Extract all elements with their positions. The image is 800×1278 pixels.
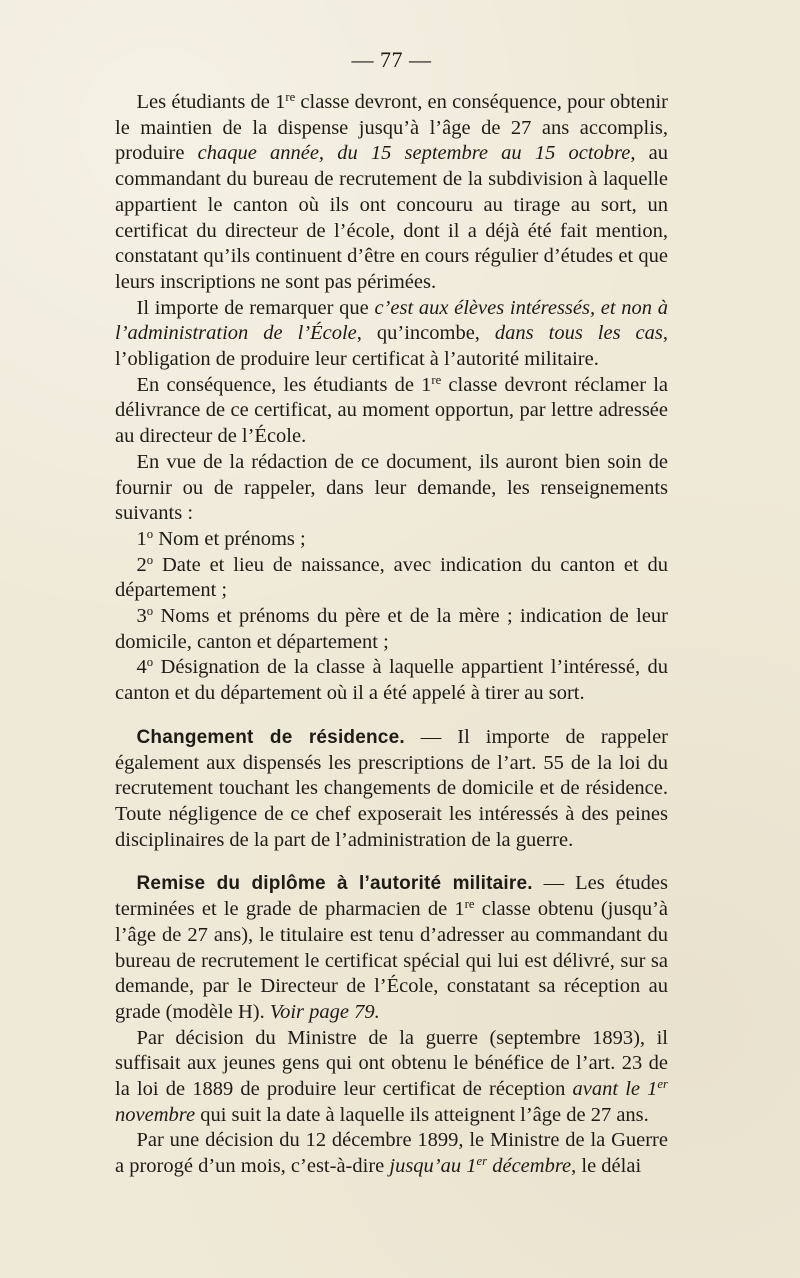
- italic-run: chaque année, du 15 septembre au 15 octobre: [197, 142, 631, 165]
- list-item-4: [115, 655, 668, 706]
- italic-run: c’est aux élèves intéressés, et non à l’administration de l’École: [115, 296, 668, 345]
- italic-run: novembre: [115, 1103, 196, 1126]
- text-run: En conséquence, les étudiants de 1: [136, 373, 432, 396]
- text-run: Par décision du Ministre de la guerre (septembre 1893), il suffisait aux jeunes gens qui ont obtenu le bénéfice de l’art. 23 de la loi de 1889 de produire leur certificat de réception: [115, 1026, 668, 1101]
- list-item-2: [115, 553, 668, 604]
- text-run: 4: [136, 656, 147, 679]
- paragraph-decision-1893: [115, 1026, 668, 1129]
- superscript: o: [146, 604, 154, 619]
- paragraph-decision-1899: [115, 1128, 668, 1179]
- list-item-3: [115, 604, 668, 655]
- text-run: En vue de la rédaction de ce document, ils auront bien soin de fournir ou de rappeler, dans leur demande, les renseignements suivants :: [115, 450, 668, 525]
- paragraph-obligation: [115, 296, 668, 373]
- text-run: 3: [136, 605, 147, 628]
- text-run: qui suit la date à laquelle ils atteignent l’âge de 27 ans.: [195, 1103, 649, 1126]
- text-run: , le délai: [571, 1155, 642, 1178]
- main-text: [115, 90, 668, 1180]
- italic-run: avant le 1: [572, 1078, 658, 1101]
- paragraph-reclamation: [115, 373, 668, 450]
- section-diploma: [115, 871, 668, 1025]
- superscript: re: [464, 897, 475, 912]
- text-run: , qu’incombe,: [356, 322, 495, 345]
- superscript: o: [146, 552, 154, 567]
- text-run: Il importe de remarquer que: [136, 296, 375, 319]
- text-run: classe devront réclamer la délivrance de ce certificat, au moment opportun, par lettre adressée au directeur de l’École.: [115, 373, 668, 448]
- text-run: Date et lieu de naissance, avec indication du canton et du département ;: [115, 553, 668, 602]
- italic-run: décembre: [487, 1155, 572, 1178]
- superscript: re: [431, 372, 442, 387]
- section-heading-change: Changement de résidence.: [136, 726, 405, 748]
- section-body-diploma: [115, 872, 668, 1023]
- text-run: 2: [136, 553, 147, 576]
- section-change-of-residence: [115, 725, 668, 854]
- italic-run: dans tous les cas: [494, 322, 663, 345]
- text-run: classe devront, en conséquence, pour obtenir le maintien de la dispense jusqu’à l’âge de 27 ans accomplis, produire: [115, 91, 668, 165]
- section-body-change: — Il importe de rappeler également aux dispensés les prescriptions de l’art. 55 de la loi du recrutement touchant les changements de domicile et de résidence. Toute négligence de ce chef exposerait les intéressés à des peines disciplinaires de la part de l’administration de la guerre.: [115, 725, 668, 851]
- italic-superscript: er: [657, 1077, 669, 1092]
- text-run: classe obtenu (jusqu’à l’âge de 27 ans), le titulaire est tenu d’adresser au commandant du bureau de recrutement le certificat spécial qui lui est délivré, sur sa demande, par le Directeur de l’École, constatant sa réception au grade (modèle H).: [115, 898, 668, 1023]
- paragraph-renseignements: [115, 450, 668, 527]
- superscript: o: [146, 526, 154, 541]
- text-run: , l’obligation de produire leur certificat à l’autorité militaire.: [115, 322, 669, 371]
- text-run: — Les études terminées et le grade de pharmacien de 1: [115, 872, 668, 921]
- italic-run: jusqu’au 1: [389, 1155, 477, 1178]
- text-run: Noms et prénoms du père et de la mère ; indication de leur domicile, canton et département ;: [115, 605, 668, 653]
- text-run: Par une décision du 12 décembre 1899, le Ministre de la Guerre a prorogé d’un mois, c’est-à-dire: [115, 1129, 668, 1178]
- superscript: o: [146, 655, 154, 670]
- page-number: — 77 —: [351, 47, 432, 72]
- italic-run: Voir page 79.: [269, 1000, 380, 1023]
- superscript: re: [285, 90, 296, 105]
- text-run: Les étudiants de 1: [136, 91, 286, 113]
- paragraph-dispense: [115, 90, 668, 296]
- text-run: Nom et prénoms ;: [153, 527, 306, 550]
- text-run: , au commandant du bureau de recrutement de la subdivision à laquelle appartient le canton où ils ont concouru au tirage au sort, un certificat du directeur de l’école, dont il a déjà été fait mention, constatant qu’ils continuent d’être en cours régulier d’études et que leurs inscriptions ne sont pas périmées.: [115, 142, 668, 293]
- section-heading-diploma: Remise du diplôme à l’autorité militaire.: [136, 873, 533, 895]
- list-item-1: [115, 527, 668, 553]
- italic-superscript: er: [476, 1154, 488, 1169]
- text-run: Désignation de la classe à laquelle appartient l’intéressé, du canton et du département où il a été appelé à tirer au sort.: [115, 656, 668, 705]
- text-run: 1: [136, 527, 147, 550]
